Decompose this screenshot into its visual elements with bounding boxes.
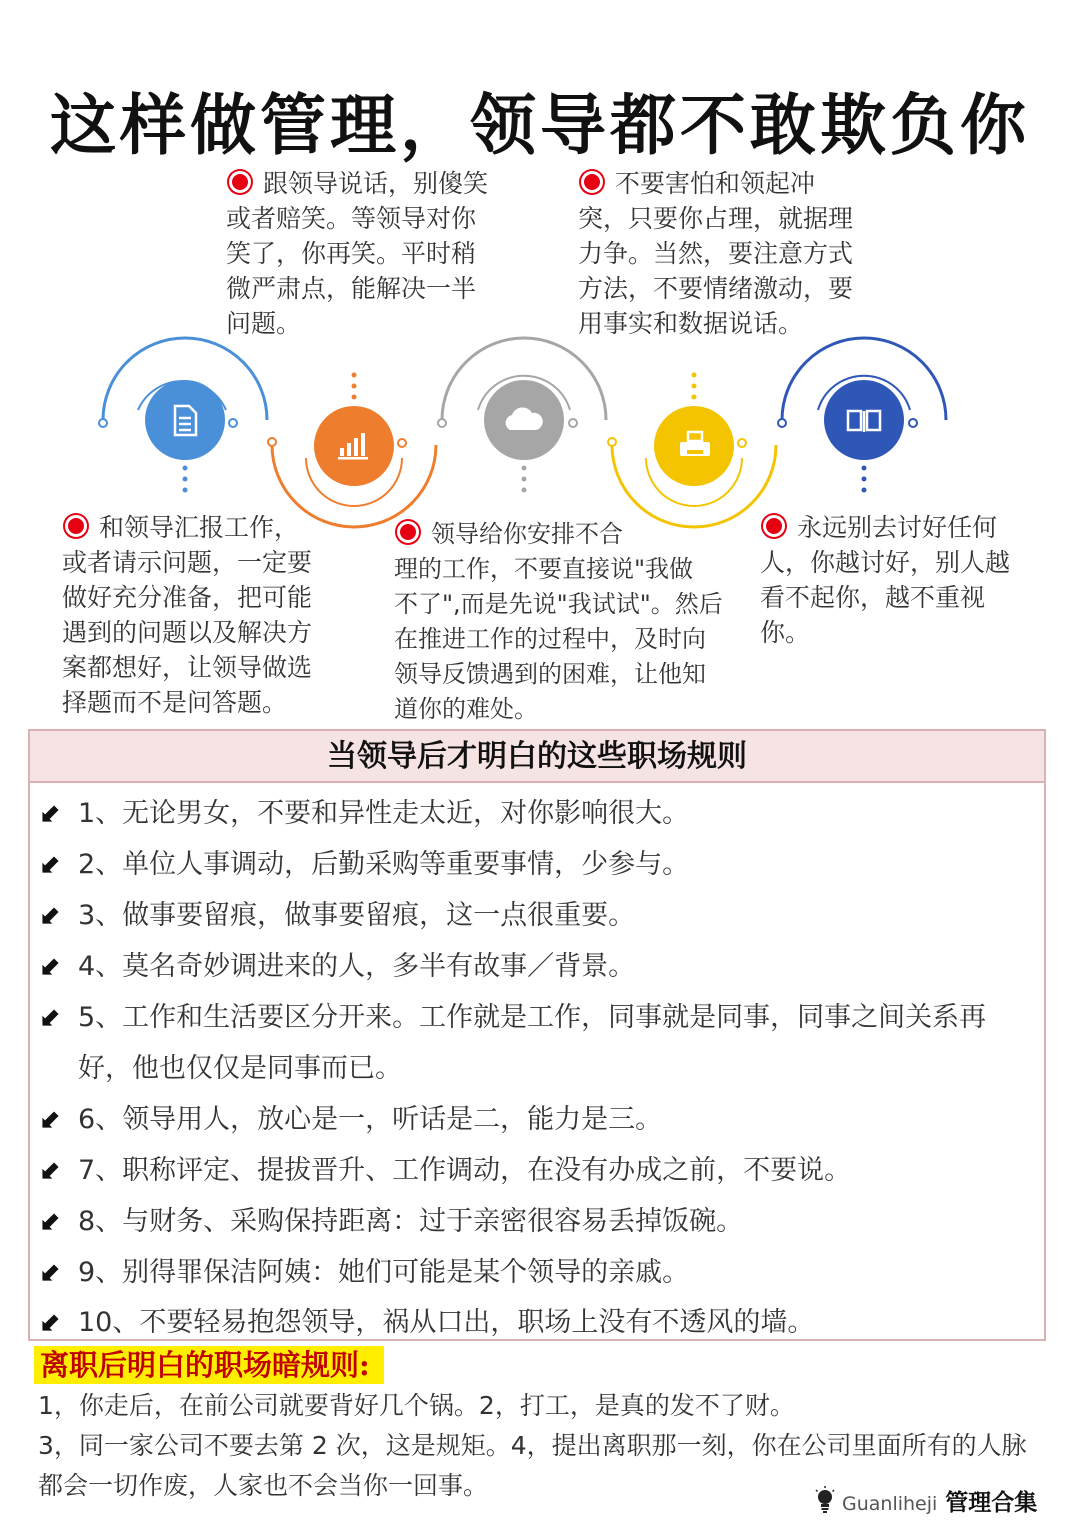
arrow-down-left-icon: ⬋ (40, 1257, 62, 1287)
resign-line-3: 都会一切作废，人家也不会当你一回事。 (38, 1471, 489, 1500)
page-title: 这样做管理，领导都不敢欺负你 (50, 86, 1030, 164)
arrow-down-left-icon: ⬋ (40, 849, 62, 879)
process-node-1 (99, 338, 267, 493)
process-node-5 (778, 338, 946, 493)
arrow-down-left-icon: ⬋ (40, 1104, 62, 1134)
arrow-down-left-icon: ⬋ (40, 1002, 62, 1032)
resign-line-1: 1，你走后，在前公司就要背好几个锅。2，打工，是真的发不了财。 (38, 1391, 795, 1420)
tip-4: 领导给你安排不合 理的工作，不要直接说"我做 不了",而是先说"我试试"。然后 在推进工作的过程中，及时向 领导反馈遇到的困难，让他知 道你的难处。 (394, 520, 723, 723)
arrow-down-left-icon: ⬋ (40, 1155, 62, 1185)
arrow-down-left-icon: ⬋ (40, 1307, 62, 1337)
arrow-down-left-icon: ⬋ (40, 951, 62, 981)
process-node-4 (608, 373, 776, 528)
tip-1: 跟领导说话，别傻笑 或者赔笑。等领导对你 笑了，你再笑。平时稍 微严肃点，能解决一半 问题。 (226, 169, 489, 338)
tip-5: 永远别去讨好任何 人，你越讨好，别人越 看不起你，越不重视 你。 (760, 513, 1011, 647)
red-bullet-icon (581, 171, 603, 193)
process-node-3 (438, 338, 606, 493)
process-node-2 (268, 373, 436, 527)
lightbulb-icon (814, 1486, 836, 1516)
resign-heading: 离职后明白的职场暗规则: (34, 1346, 384, 1384)
resign-line-2: 3，同一家公司不要去第 2 次，这是规矩。4，提出离职那一刻，你在公司里面所有的人脉 (38, 1431, 1027, 1460)
process-diagram (0, 330, 1080, 540)
arrow-down-left-icon: ⬋ (40, 1206, 62, 1236)
tip-3: 和领导汇报工作， 或者请示问题，一定要 做好充分准备，把可能 遇到的问题以及解决方 案都想好，让领导做选 择题而不是问答题。 (62, 513, 313, 717)
tip-2: 不要害怕和领起冲 突，只要你占理，就据理 力争。当然，要注意方式 方法，不要情绪激动，要 用事实和数据说话。 (578, 169, 854, 338)
red-bullet-icon (229, 171, 251, 193)
rules-panel: 当领导后才明白的这些职场规则 ⬋ 1、无论男女，不要和异性走太近，对你影响很大。 ⬋ 2、单位人事调动，后勤采购等重要事情，少参与。 ⬋ 3、做事要留痕，做事要留痕，这一点很重要。 ⬋ 4、莫名奇妙调进来的人，多半有故事／背景。 ⬋ 5、工作和生活要区分开来。工作就是工作，同事就是同事，同事之间关系再 好，他也仅仅是同事而已。 ⬋ 6、领导用人，放心是一，听话是二，能力是三。 ⬋ 7、职称评定、提拔晋升、工作调动，在没有办成之前，不要说。 ⬋ 8、与财务、采购保持距离：过于亲密很容易丢掉饭碗。 ⬋ 9、别得罪保洁阿姨：她们可能是某个领导的亲戚。 ⬋ 10、不要轻易抱怨领导，祸从口出，职场上没有不透风的墙。 (28, 729, 1046, 1341)
arrow-down-left-icon: ⬋ (40, 900, 62, 930)
rules-heading: 当领导后才明白的这些职场规则 (30, 731, 1044, 783)
brand-watermark: Guanliheji 管理合集 (814, 1484, 1037, 1517)
arrow-down-left-icon: ⬋ (40, 798, 62, 828)
